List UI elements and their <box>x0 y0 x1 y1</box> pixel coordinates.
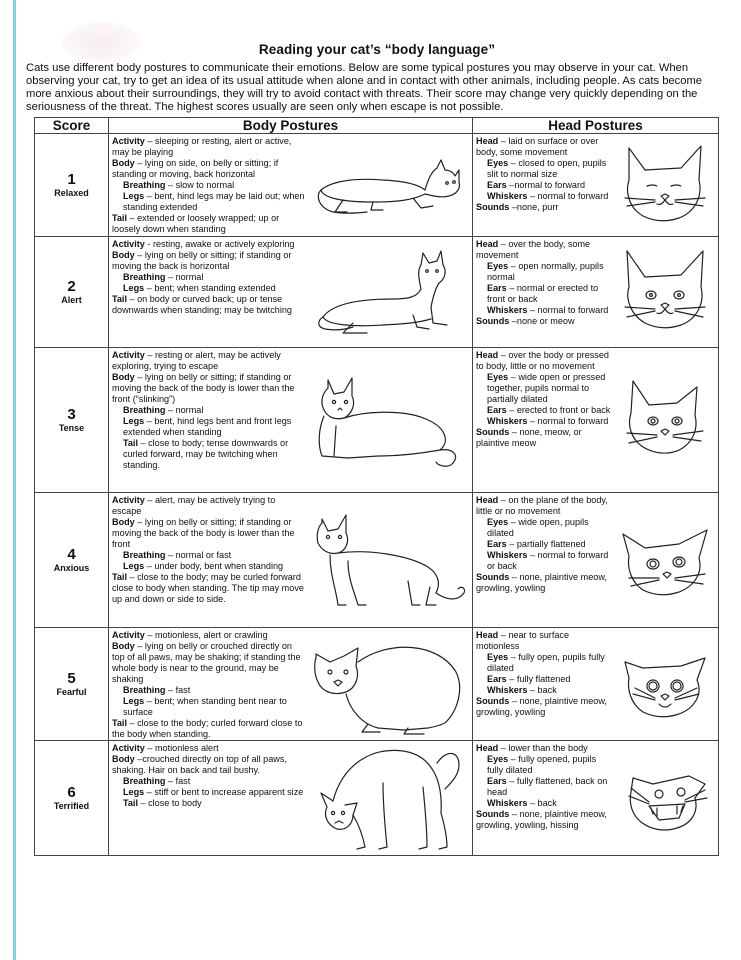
body-posture-label: Body <box>112 641 135 651</box>
body-posture-text: – lying on belly or crouched directly on top of all paws, may be shaking; if standing the whole body is near to the ground, may be shaking <box>112 641 301 684</box>
body-posture-label: Body <box>112 517 135 527</box>
head-posture-label: Eyes <box>487 754 509 764</box>
head-posture-text: – fully open, pupils fully dilated <box>487 652 605 673</box>
head-posture-label: Ears <box>487 539 507 549</box>
head-posture-line <box>476 539 613 550</box>
score-level: Alert <box>61 295 82 305</box>
head-posture-text: – partially flattened <box>506 539 586 549</box>
body-posture-text: – alert, may be actively trying to escape <box>112 495 276 516</box>
score-number: 5 <box>67 670 76 687</box>
head-posture-line <box>476 674 613 685</box>
head-posture-label: Sounds <box>476 316 510 326</box>
head-posture-cell <box>473 741 613 856</box>
body-posture-line <box>112 136 305 158</box>
head-posture-label: Whiskers <box>487 191 528 201</box>
header-head-postures: Head Postures <box>473 118 719 134</box>
head-posture-text: – back <box>527 685 557 695</box>
head-posture-label: Eyes <box>487 158 509 168</box>
body-posture-label: Legs <box>123 283 145 293</box>
body-posture-line <box>112 743 305 754</box>
body-posture-text: – normal <box>165 405 204 415</box>
table-row <box>35 741 719 856</box>
body-posture-label: Activity <box>112 743 145 753</box>
head-posture-label: Ears <box>487 405 507 415</box>
body-posture-text: – normal <box>165 272 204 282</box>
body-posture-label: Breathing <box>123 272 166 282</box>
body-posture-text: – stiff or bent to increase apparent size <box>144 787 304 797</box>
score-level: Tense <box>58 423 85 433</box>
body-posture-line <box>112 239 305 250</box>
head-posture-text: – normal to forward <box>527 416 609 426</box>
body-posture-text: – close to body <box>138 798 202 808</box>
body-posture-line <box>112 630 305 641</box>
score-cell <box>35 628 109 741</box>
head-posture-text: – back <box>527 798 557 808</box>
head-posture-text: – near to surface motionless <box>476 630 570 651</box>
body-posture-line <box>112 180 305 191</box>
head-posture-cell <box>473 134 613 237</box>
table-row <box>35 237 719 348</box>
score-cell <box>35 493 109 628</box>
body-posture-cell <box>109 741 305 856</box>
head-posture-label: Whiskers <box>487 416 528 426</box>
head-posture-text: – normal to forward <box>527 305 609 315</box>
head-posture-text: –normal to forward <box>506 180 586 190</box>
body-posture-line <box>112 213 305 235</box>
body-posture-label: Activity <box>112 630 145 640</box>
head-posture-line <box>476 158 613 180</box>
body-posture-text: – on body or curved back; up or tense downwards when standing; may be twitching <box>112 294 292 315</box>
head-posture-line <box>476 798 613 809</box>
body-posture-text: – motionless alert <box>144 743 219 753</box>
head-posture-text: – closed to open, pupils slit to normal size <box>487 158 607 179</box>
body-posture-label: Activity <box>112 350 145 360</box>
head-posture-text: – open normally, pupils normal <box>487 261 604 282</box>
body-posture-text: – resting or alert, may be actively exploring, trying to escape <box>112 350 281 371</box>
table-row <box>35 134 719 237</box>
header-body-postures: Body Postures <box>109 118 473 134</box>
head-posture-label: Sounds <box>476 696 510 706</box>
head-posture-label: Sounds <box>476 809 510 819</box>
body-posture-line <box>112 517 305 550</box>
cat-head-illustration <box>613 348 719 493</box>
cat-head-illustration <box>613 237 719 348</box>
head-posture-label: Head <box>476 630 499 640</box>
head-posture-line <box>476 202 613 213</box>
head-posture-label: Whiskers <box>487 305 528 315</box>
body-posture-text: – under body, bent when standing <box>144 561 284 571</box>
body-posture-text: – bent; when standing bent near to surface <box>123 696 287 717</box>
head-posture-line <box>476 350 613 372</box>
body-posture-label: Body <box>112 250 135 260</box>
head-posture-text: – wide open, pupils dilated <box>487 517 589 538</box>
head-posture-label: Ears <box>487 674 507 684</box>
cat-body-illustration <box>305 237 473 348</box>
table-row <box>35 348 719 493</box>
head-posture-line <box>476 305 613 316</box>
body-posture-label: Body <box>112 372 135 382</box>
body-posture-line <box>112 438 305 471</box>
body-posture-cell <box>109 134 305 237</box>
body-posture-line <box>112 685 305 696</box>
head-posture-text: – normal or erected to front or back <box>487 283 599 304</box>
cat-body-illustration <box>305 628 473 741</box>
body-posture-line <box>112 158 305 180</box>
cat-body-illustration <box>305 134 473 237</box>
head-posture-line <box>476 572 613 594</box>
head-posture-text: – normal to forward or back <box>487 550 609 571</box>
body-posture-line <box>112 550 305 561</box>
body-posture-line <box>112 405 305 416</box>
body-posture-text: – bent; when standing extended <box>144 283 276 293</box>
body-posture-label: Breathing <box>123 180 166 190</box>
score-level: Terrified <box>53 801 90 811</box>
body-posture-label: Tail <box>123 438 138 448</box>
head-posture-text: – fully flattened, back on head <box>487 776 608 797</box>
body-posture-label: Legs <box>123 561 145 571</box>
head-posture-line <box>476 427 613 449</box>
head-posture-line <box>476 652 613 674</box>
body-posture-cell <box>109 628 305 741</box>
cat-head-illustration <box>613 134 719 237</box>
head-posture-label: Eyes <box>487 517 509 527</box>
table-row <box>35 628 719 741</box>
head-posture-text: – over the body, some movement <box>476 239 591 260</box>
body-posture-line <box>112 776 305 787</box>
head-posture-label: Head <box>476 136 499 146</box>
head-posture-line <box>476 696 613 718</box>
body-posture-text: - resting, awake or actively exploring <box>144 239 295 249</box>
head-posture-text: – on the plane of the body, little or no movement <box>476 495 608 516</box>
head-posture-label: Head <box>476 350 499 360</box>
head-posture-line <box>476 136 613 158</box>
body-posture-label: Breathing <box>123 685 166 695</box>
body-posture-line <box>112 350 305 372</box>
head-posture-label: Eyes <box>487 652 509 662</box>
head-posture-label: Eyes <box>487 372 509 382</box>
head-posture-text: – over the body or pressed to body, little or no movement <box>476 350 609 371</box>
body-posture-text: – lying on belly or sitting; if standing or moving the back of the body is lower than the front (“slinking”) <box>112 372 295 404</box>
head-posture-label: Whiskers <box>487 685 528 695</box>
score-level: Relaxed <box>54 188 89 198</box>
body-posture-text: –crouched directly on top of all paws, shaking. Hair on back and tail bushy. <box>112 754 287 775</box>
body-posture-label: Legs <box>123 696 145 706</box>
head-posture-line <box>476 416 613 427</box>
cat-head-illustration <box>613 493 719 628</box>
body-posture-text: – motionless, alert or crawling <box>144 630 268 640</box>
page-title: Reading your cat’s “body language” <box>258 42 496 57</box>
body-posture-line <box>112 561 305 572</box>
score-cell <box>35 348 109 493</box>
body-posture-line <box>112 641 305 685</box>
body-posture-label: Activity <box>112 136 145 146</box>
head-posture-text: – none, plaintive meow, growling, yowling <box>476 696 607 717</box>
head-posture-text: – wide open or pressed together, pupils normal to partially dilated <box>487 372 606 404</box>
body-posture-text: – normal or fast <box>165 550 232 560</box>
body-posture-label: Activity <box>112 495 145 505</box>
posture-table <box>34 117 719 856</box>
head-posture-text: –none, purr <box>509 202 559 212</box>
intro-paragraph: Cats use different body postures to communicate their emotions. Below are some typical postures you may observe in your cat. When observing your cat, try to get an idea of its usual attitude when alone and in contact with other animals, including people. As cats become more anxious about their surroundings, they will try to avoid contact with threats. Their score may change very quickly depending on the seriousness of the threat. The highest scores usually are seen only when escape is not possible. <box>26 62 703 113</box>
head-posture-label: Sounds <box>476 572 510 582</box>
head-posture-line <box>476 630 613 652</box>
head-posture-label: Head <box>476 743 499 753</box>
body-posture-text: – bent, hind legs may be laid out; when standing extended <box>123 191 305 212</box>
body-posture-text: – close to body; tense downwards or curled forward, may be twitching when standing. <box>123 438 289 470</box>
score-cell <box>35 741 109 856</box>
head-posture-text: – normal to forward <box>527 191 609 201</box>
head-posture-text: – none, meow, or plaintive meow <box>476 427 582 448</box>
body-posture-line <box>112 572 305 605</box>
body-posture-label: Activity <box>112 239 145 249</box>
body-posture-cell <box>109 348 305 493</box>
head-posture-label: Sounds <box>476 427 510 437</box>
body-posture-line <box>112 372 305 405</box>
body-posture-text: – fast <box>165 685 191 695</box>
head-posture-line <box>476 809 613 831</box>
cat-body-illustration <box>305 741 473 856</box>
body-posture-text: – lying on belly or sitting; if standing or moving the back is horizontal <box>112 250 292 271</box>
head-posture-text: – none, plaintive meow, growling, yowling <box>476 572 607 593</box>
handout-page <box>26 42 728 856</box>
body-posture-line <box>112 718 305 740</box>
head-posture-cell <box>473 348 613 493</box>
body-posture-line <box>112 416 305 438</box>
head-posture-line <box>476 776 613 798</box>
head-posture-line <box>476 372 613 405</box>
head-posture-line <box>476 743 613 754</box>
body-posture-line <box>112 798 305 809</box>
head-posture-line <box>476 550 613 572</box>
body-posture-label: Tail <box>123 798 138 808</box>
cat-head-illustration <box>613 741 719 856</box>
head-posture-label: Ears <box>487 283 507 293</box>
head-posture-label: Head <box>476 239 499 249</box>
head-posture-cell <box>473 493 613 628</box>
head-posture-text: – lower than the body <box>498 743 588 753</box>
body-posture-label: Tail <box>112 572 127 582</box>
head-posture-label: Whiskers <box>487 550 528 560</box>
body-posture-label: Breathing <box>123 405 166 415</box>
cat-body-illustration <box>305 348 473 493</box>
head-posture-line <box>476 283 613 305</box>
score-number: 2 <box>67 278 76 295</box>
body-posture-label: Legs <box>123 787 145 797</box>
header-score: Score <box>35 118 109 134</box>
head-posture-line <box>476 685 613 696</box>
head-posture-label: Sounds <box>476 202 510 212</box>
head-posture-label: Ears <box>487 180 507 190</box>
head-posture-line <box>476 517 613 539</box>
body-posture-label: Legs <box>123 416 145 426</box>
score-cell <box>35 134 109 237</box>
body-posture-line <box>112 696 305 718</box>
head-posture-line <box>476 239 613 261</box>
head-posture-text: – erected to front or back <box>506 405 611 415</box>
body-posture-text: – slow to normal <box>165 180 235 190</box>
body-posture-line <box>112 787 305 798</box>
body-posture-line <box>112 754 305 776</box>
head-posture-label: Head <box>476 495 499 505</box>
score-number: 6 <box>67 784 76 801</box>
head-posture-cell <box>473 237 613 348</box>
cat-head-illustration <box>613 628 719 741</box>
body-posture-text: – close to the body; may be curled forward close to body when standing. The tip may move up and down or side to side. <box>112 572 304 604</box>
body-posture-text: – lying on side, on belly or sitting; if standing or moving, back horizontal <box>112 158 279 179</box>
head-posture-text: – laid on surface or over body, some movement <box>476 136 599 157</box>
body-posture-line <box>112 283 305 294</box>
left-margin-rule <box>0 0 16 960</box>
cat-body-illustration <box>305 493 473 628</box>
head-posture-line <box>476 180 613 191</box>
head-posture-text: – none, plaintive meow, growling, yowling, hissing <box>476 809 607 830</box>
body-posture-line <box>112 294 305 316</box>
head-posture-line <box>476 261 613 283</box>
body-posture-label: Body <box>112 754 135 764</box>
score-level: Fearful <box>56 687 87 697</box>
head-posture-text: – fully flattened <box>506 674 571 684</box>
body-posture-text: – lying on belly or sitting; if standing or moving the back of the body is lower than the front <box>112 517 295 549</box>
body-posture-label: Tail <box>112 213 127 223</box>
body-posture-label: Tail <box>112 718 127 728</box>
score-number: 3 <box>67 406 76 423</box>
body-posture-cell <box>109 493 305 628</box>
body-posture-label: Body <box>112 158 135 168</box>
body-posture-label: Legs <box>123 191 145 201</box>
table-row <box>35 493 719 628</box>
head-posture-label: Whiskers <box>487 798 528 808</box>
body-posture-text: – sleeping or resting, alert or active, may be playing <box>112 136 292 157</box>
body-posture-line <box>112 191 305 213</box>
head-posture-line <box>476 316 613 327</box>
body-posture-text: – fast <box>165 776 191 786</box>
body-posture-text: – close to the body; curled forward close to the body when standing. <box>112 718 303 739</box>
body-posture-label: Breathing <box>123 550 166 560</box>
score-number: 4 <box>67 546 76 563</box>
body-posture-label: Tail <box>112 294 127 304</box>
head-posture-line <box>476 754 613 776</box>
head-posture-line <box>476 191 613 202</box>
head-posture-cell <box>473 628 613 741</box>
head-posture-line <box>476 405 613 416</box>
table-header-row <box>35 118 719 134</box>
body-posture-line <box>112 495 305 517</box>
head-posture-label: Ears <box>487 776 507 786</box>
head-posture-line <box>476 495 613 517</box>
head-posture-label: Eyes <box>487 261 509 271</box>
score-number: 1 <box>67 171 76 188</box>
score-level: Anxious <box>53 563 90 573</box>
score-cell <box>35 237 109 348</box>
body-posture-text: – bent, hind legs bent and front legs extended when standing <box>123 416 292 437</box>
body-posture-line <box>112 272 305 283</box>
head-posture-text: – fully opened, pupils fully dilated <box>487 754 597 775</box>
body-posture-line <box>112 250 305 272</box>
head-posture-text: –none or meow <box>509 316 575 326</box>
body-posture-text: – extended or loosely wrapped; up or loosely down when standing <box>112 213 280 234</box>
body-posture-cell <box>109 237 305 348</box>
body-posture-label: Breathing <box>123 776 166 786</box>
